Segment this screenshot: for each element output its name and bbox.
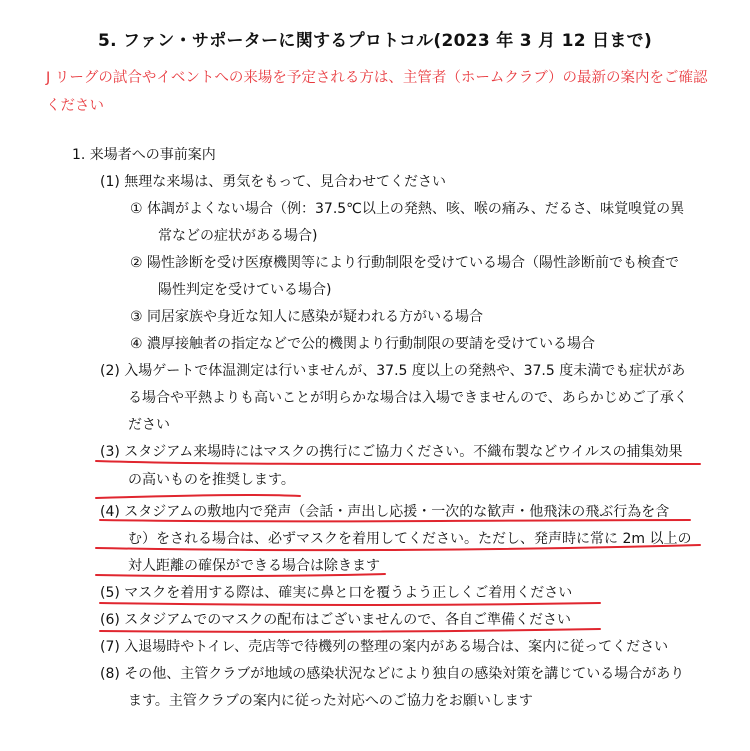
item-2-line-1: (2) 入場ゲートで体温測定は行いませんが、37.5 度以上の発熱や、37.5 度未満でも症状があ bbox=[100, 363, 686, 379]
item-8-line-1: (8) その他、主管クラブが地域の感染状況などにより独自の感染対策を講じている場合があり bbox=[100, 666, 685, 682]
section-heading: 1. 来場者への事前案内 bbox=[72, 147, 216, 163]
sub-item-1-line-2: 常などの症状がある場合) bbox=[158, 228, 318, 244]
notice-text: J リーグの試合やイベントへの来場を予定される方は、主管者（ホームクラブ）の最新の案内をご確認ください bbox=[46, 70, 708, 114]
sub-item-3: ③ 同居家族や身近な知人に感染が疑われる方がいる場合 bbox=[130, 309, 483, 325]
item-6: (6) スタジアムでのマスクの配布はございませんので、各自ご準備ください bbox=[100, 612, 572, 628]
item-8-line-2: ます。主管クラブの案内に従った対応へのご協力をお願いします bbox=[128, 693, 533, 709]
underline-item-5 bbox=[100, 603, 600, 605]
page-title: 5. ファン・サポーターに関するプロトコル(2023 年 3 月 12 日まで) bbox=[97, 31, 653, 51]
underline-item-3-line-2 bbox=[96, 495, 300, 498]
item-2-line-3: ださい bbox=[128, 417, 170, 433]
item-2-line-2: る場合や平熱よりも高いことが明らかな場合は入場できませんので、あらかじめご了承く bbox=[128, 390, 688, 406]
item-3-line-1: (3) スタジアム来場時にはマスクの携行にご協力ください。不織布製などウイルスの捕集効果 bbox=[100, 444, 683, 460]
item-4-line-1: (4) スタジアムの敷地内で発声（会話・声出し応援・一次的な歓声・他飛沫の飛ぶ行為を含 bbox=[100, 504, 670, 520]
item-7: (7) 入退場時やトイレ、売店等で待機列の整理の案内がある場合は、案内に従ってください bbox=[100, 639, 669, 655]
sub-item-2-line-2: 陽性判定を受けている場合) bbox=[158, 282, 332, 298]
sub-item-4: ④ 濃厚接触者の指定などで公的機関より行動制限の要請を受けている場合 bbox=[130, 336, 595, 352]
item-4-line-3: 対人距離の確保ができる場合は除きます bbox=[128, 558, 380, 574]
item-5: (5) マスクを着用する際は、確実に鼻と口を覆うよう正しくご着用ください bbox=[100, 585, 573, 601]
sub-item-1-line-1: ① 体調がよくない場合（例：37.5℃以上の発熱、咳、喉の痛み、だるさ、味覚嗅覚の異 bbox=[130, 201, 685, 217]
item-3-line-2: の高いものを推奨します。 bbox=[128, 472, 295, 488]
item-1-line-1: (1) 無理な来場は、勇気をもって、見合わせてください bbox=[100, 174, 446, 190]
sub-item-2-line-1: ② 陽性診断を受け医療機関等により行動制限を受けている場合（陽性診断前でも検査で bbox=[130, 255, 679, 271]
item-4-line-2: む）をされる場合は、必ずマスクを着用してください。ただし、発声時に常に 2m 以上の bbox=[128, 531, 692, 547]
